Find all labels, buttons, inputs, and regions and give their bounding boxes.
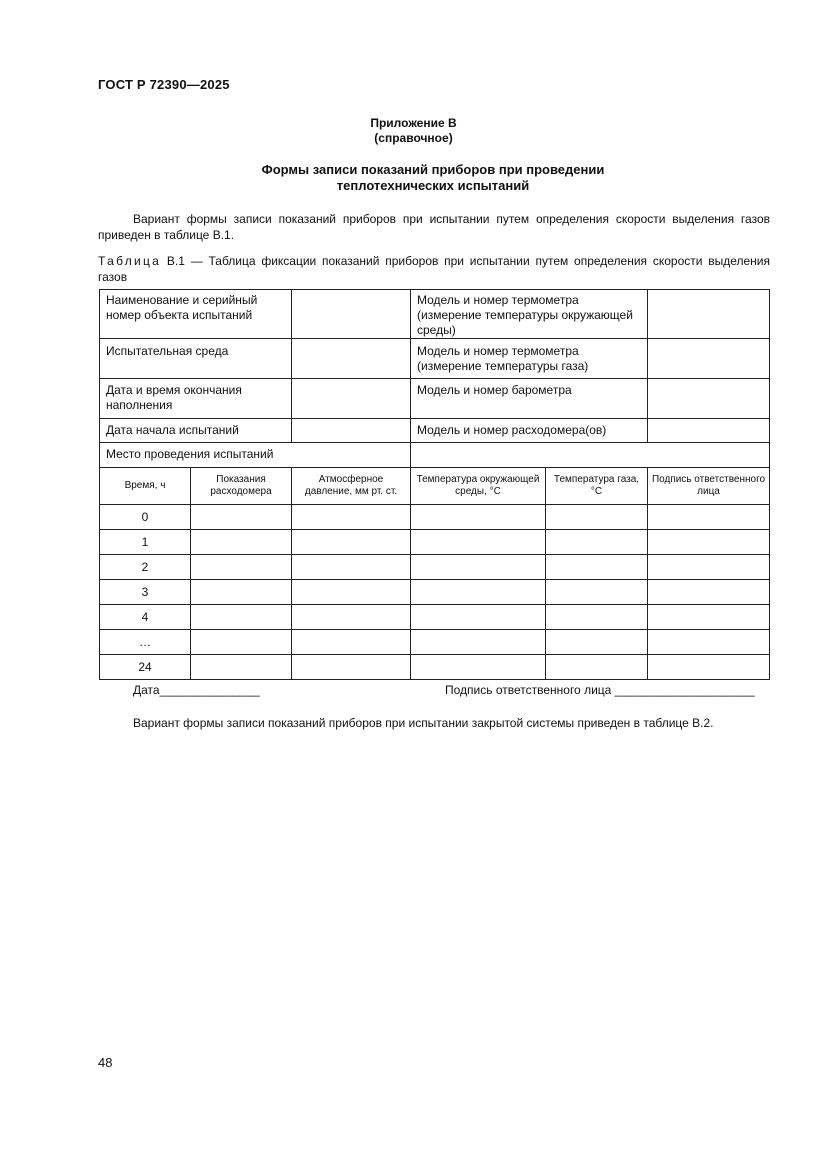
info-label-barometer: Модель и номер барометра xyxy=(411,379,648,419)
data-cell[interactable] xyxy=(292,505,411,530)
data-cell[interactable] xyxy=(411,605,546,630)
data-cell[interactable] xyxy=(292,580,411,605)
data-cell[interactable] xyxy=(546,505,648,530)
info-value-cell[interactable] xyxy=(292,290,411,339)
time-cell: … xyxy=(100,630,191,655)
data-cell[interactable] xyxy=(292,555,411,580)
data-cell[interactable] xyxy=(648,505,770,530)
data-cell[interactable] xyxy=(292,530,411,555)
appendix-title: Приложение В xyxy=(370,116,457,130)
data-cell[interactable] xyxy=(411,530,546,555)
data-cell[interactable] xyxy=(411,655,546,680)
data-cell[interactable] xyxy=(546,605,648,630)
data-cell[interactable] xyxy=(191,555,292,580)
info-row xyxy=(100,419,770,443)
section-title-line-2: теплотехнических испытаний xyxy=(336,178,530,193)
table-row xyxy=(100,605,770,630)
data-cell[interactable] xyxy=(411,505,546,530)
data-cell[interactable] xyxy=(546,530,648,555)
info-value-cell[interactable] xyxy=(292,419,411,443)
table-row xyxy=(100,655,770,680)
info-value-cell[interactable] xyxy=(648,419,770,443)
date-signature-line xyxy=(133,682,260,698)
data-cell[interactable] xyxy=(648,580,770,605)
info-value-cell[interactable] xyxy=(648,339,770,379)
location-label: Место проведения испытаний xyxy=(100,443,411,468)
column-header-signature: Подпись ответственного лица xyxy=(648,468,770,505)
data-cell[interactable] xyxy=(546,555,648,580)
info-row xyxy=(100,290,770,339)
data-cell[interactable] xyxy=(411,630,546,655)
info-value-cell[interactable] xyxy=(648,379,770,419)
data-cell[interactable] xyxy=(191,630,292,655)
data-cell[interactable] xyxy=(292,655,411,680)
recording-form-table-wrapper xyxy=(99,289,770,680)
data-cell[interactable] xyxy=(411,555,546,580)
time-cell: 4 xyxy=(100,605,191,630)
data-cell[interactable] xyxy=(546,655,648,680)
table-row xyxy=(100,530,770,555)
data-cell[interactable] xyxy=(648,655,770,680)
info-label-gas-thermometer: Модель и номер термометра (измерение температуры газа) xyxy=(411,339,648,379)
location-value-cell[interactable] xyxy=(411,443,770,468)
table-caption-label: Таблица xyxy=(98,254,162,268)
data-cell[interactable] xyxy=(648,530,770,555)
info-row xyxy=(100,379,770,419)
column-header-ambient-temp: Температура окружающей среды, °С xyxy=(411,468,546,505)
table-row xyxy=(100,630,770,655)
table-row xyxy=(100,580,770,605)
data-cell[interactable] xyxy=(191,530,292,555)
data-cell[interactable] xyxy=(546,580,648,605)
info-value-cell[interactable] xyxy=(292,339,411,379)
column-header-flowmeter: Показания расходомера xyxy=(191,468,292,505)
section-title xyxy=(0,162,827,194)
data-cell[interactable] xyxy=(411,580,546,605)
signature-blank[interactable]: _____________________ xyxy=(614,683,755,697)
data-cell[interactable] xyxy=(648,630,770,655)
column-header-pressure: Атмосферное давление, мм рт. ст. xyxy=(292,468,411,505)
standard-header: ГОСТ Р 72390—2025 xyxy=(98,77,230,92)
data-cell[interactable] xyxy=(648,555,770,580)
recording-form-table xyxy=(99,289,770,680)
signature-label: Подпись ответственного лица xyxy=(445,683,612,697)
date-blank[interactable]: _______________ xyxy=(159,683,260,697)
data-cell[interactable] xyxy=(292,630,411,655)
intro-paragraph: Вариант формы записи показаний приборов при испытании путем определения скорости выделения газов приведен в таблице В.1. xyxy=(98,212,770,242)
responsible-signature-line xyxy=(445,682,755,698)
info-label-object: Наименование и серийный номер объекта испытаний xyxy=(100,290,292,339)
column-header-row xyxy=(100,468,770,505)
column-header-time: Время, ч xyxy=(100,468,191,505)
info-value-cell[interactable] xyxy=(648,290,770,339)
info-value-cell[interactable] xyxy=(292,379,411,419)
info-label-ambient-thermometer: Модель и номер термометра (измерение температуры окружающей среды) xyxy=(411,290,648,339)
info-label-test-medium: Испытательная среда xyxy=(100,339,292,379)
page-number: 48 xyxy=(98,1055,113,1070)
closing-paragraph: Вариант формы записи показаний приборов при испытании закрытой системы приведен в таблице В.2. xyxy=(133,716,714,730)
time-cell: 1 xyxy=(100,530,191,555)
time-cell: 0 xyxy=(100,505,191,530)
table-row xyxy=(100,555,770,580)
data-cell[interactable] xyxy=(191,505,292,530)
data-cell[interactable] xyxy=(191,605,292,630)
time-cell: 3 xyxy=(100,580,191,605)
date-label: Дата xyxy=(133,683,160,697)
data-cell[interactable] xyxy=(191,580,292,605)
section-title-line-1: Формы записи показаний приборов при проведении xyxy=(261,162,605,177)
data-cell[interactable] xyxy=(648,605,770,630)
info-label-test-start: Дата начала испытаний xyxy=(100,419,292,443)
table-row xyxy=(100,505,770,530)
info-label-fill-end: Дата и время окончания наполнения xyxy=(100,379,292,419)
table-caption-text: В.1 — Таблица фиксации показаний приборов при испытании путем определения скорости выделения газов xyxy=(98,254,770,284)
info-label-flowmeter: Модель и номер расходомера(ов) xyxy=(411,419,648,443)
time-cell: 24 xyxy=(100,655,191,680)
data-cell[interactable] xyxy=(546,630,648,655)
info-row xyxy=(100,339,770,379)
data-cell[interactable] xyxy=(292,605,411,630)
table-caption xyxy=(98,253,770,285)
location-row xyxy=(100,443,770,468)
column-header-gas-temp: Температура газа, °С xyxy=(546,468,648,505)
appendix-subtitle: (справочное) xyxy=(374,131,453,145)
data-cell[interactable] xyxy=(191,655,292,680)
time-cell: 2 xyxy=(100,555,191,580)
